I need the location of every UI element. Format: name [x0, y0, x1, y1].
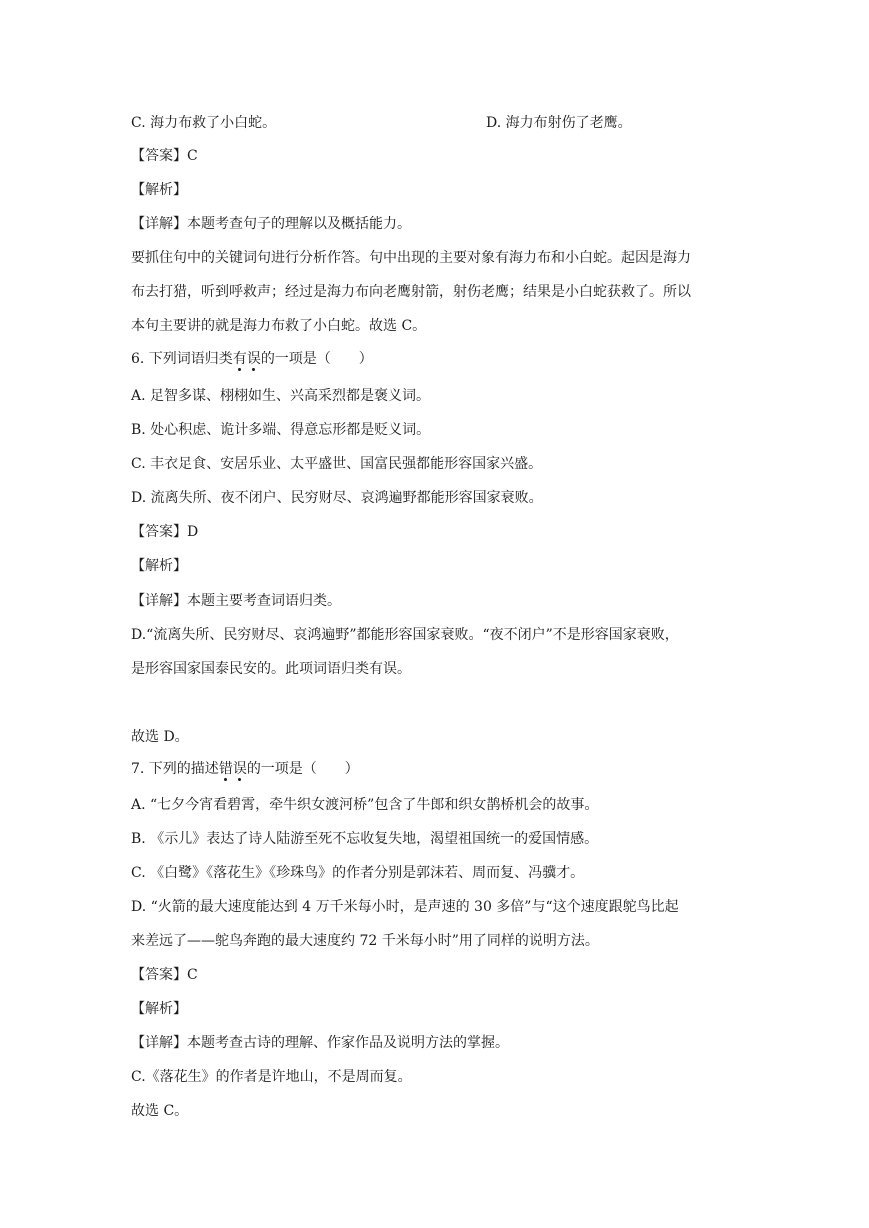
q7-analysis-label: 【解析】 — [131, 1001, 187, 1017]
q6-stem — [131, 349, 373, 369]
q6-stem-emphasis-2: 误 — [246, 351, 261, 367]
q6-detail: 【详解】本题主要考查词语归类。 — [131, 593, 341, 609]
q5-analysis-label: 【解析】 — [131, 182, 187, 198]
q5-answer: 【答案】C — [131, 148, 198, 164]
q6-option-c: C. 丰衣足食、安居乐业、太平盛世、国富民强都能形容国家兴盛。 — [131, 456, 543, 472]
q6-option-d: D. 流离失所、夜不闭户、民穷财尽、哀鸿遍野都能形容国家衰败。 — [131, 490, 543, 506]
q7-explain-1: C.《落花生》的作者是许地山，不是周而复。 — [131, 1069, 412, 1085]
q6-stem-before: 6. 下列词语归类 — [131, 351, 233, 367]
q6-stem-emphasis-1: 有 — [232, 351, 247, 367]
q5-detail: 【详解】本题考查句子的理解以及概括能力。 — [131, 216, 411, 232]
q5-explain-1: 要抓住句中的关键词句进行分析作答。句中出现的主要对象有海力布和小白蛇。起因是海力 — [131, 250, 691, 266]
q6-analysis-label: 【解析】 — [131, 558, 187, 574]
q5-explain-3: 本句主要讲的就是海力布救了小白蛇。故选 C。 — [131, 318, 427, 334]
q5-explain-2: 布去打猎，听到呼救声；经过是海力布向老鹰射箭，射伤老鹰；结果是小白蛇获救了。所以 — [131, 284, 691, 300]
q7-option-d-line-2: 来差远了——鸵鸟奔跑的最大速度约 72 千米每小时”用了同样的说明方法。 — [131, 933, 599, 949]
q5-option-c: C. 海力布救了小白蛇。 — [131, 115, 277, 131]
q7-stem-emphasis-1: 错 — [218, 761, 233, 777]
q6-option-b: B. 处心积虑、诡计多端、得意忘形都是贬义词。 — [131, 422, 431, 438]
q7-option-a: A. “七夕今宵看碧霄，牵牛织女渡河桥”包含了牛郎和织女鹊桥机会的故事。 — [131, 797, 599, 813]
q6-explain-2: 是形容国家国泰民安的。此项词语归类有误。 — [131, 661, 411, 677]
q5-option-d: D. 海力布射伤了老鹰。 — [486, 115, 632, 131]
q7-option-d-line-1: D. “火箭的最大速度能达到 4 万千米每小时，是声速的 30 多倍”与“这个速度跟鸵鸟比起 — [131, 899, 679, 915]
q7-answer: 【答案】C — [131, 967, 198, 983]
q6-conclusion: 故选 D。 — [131, 729, 189, 745]
q7-stem-after: 的一项是（ ） — [246, 761, 359, 777]
q7-stem-before: 7. 下列的描述 — [131, 761, 219, 777]
q6-explain-1: D.“流离失所、民穷财尽、哀鸿遍野”都能形容国家衰败。“夜不闭户”不是形容国家衰败， — [131, 627, 679, 643]
q7-stem-emphasis-2: 误 — [232, 761, 247, 777]
q7-conclusion: 故选 C。 — [131, 1103, 189, 1119]
q7-option-b: B. 《示儿》表达了诗人陆游至死不忘收复失地，渴望祖国统一的爱国情感。 — [131, 831, 599, 847]
q7-option-c: C. 《白鹭》《落花生》《珍珠鸟》的作者分别是郭沫若、周而复、冯骥才。 — [131, 865, 585, 881]
q6-option-a: A. 足智多谋、栩栩如生、兴高采烈都是褒义词。 — [131, 388, 431, 404]
q6-answer: 【答案】D — [131, 524, 199, 540]
q7-detail: 【详解】本题考查古诗的理解、作家作品及说明方法的掌握。 — [131, 1035, 509, 1051]
q7-stem — [131, 759, 359, 779]
q6-stem-after: 的一项是（ ） — [260, 351, 373, 367]
